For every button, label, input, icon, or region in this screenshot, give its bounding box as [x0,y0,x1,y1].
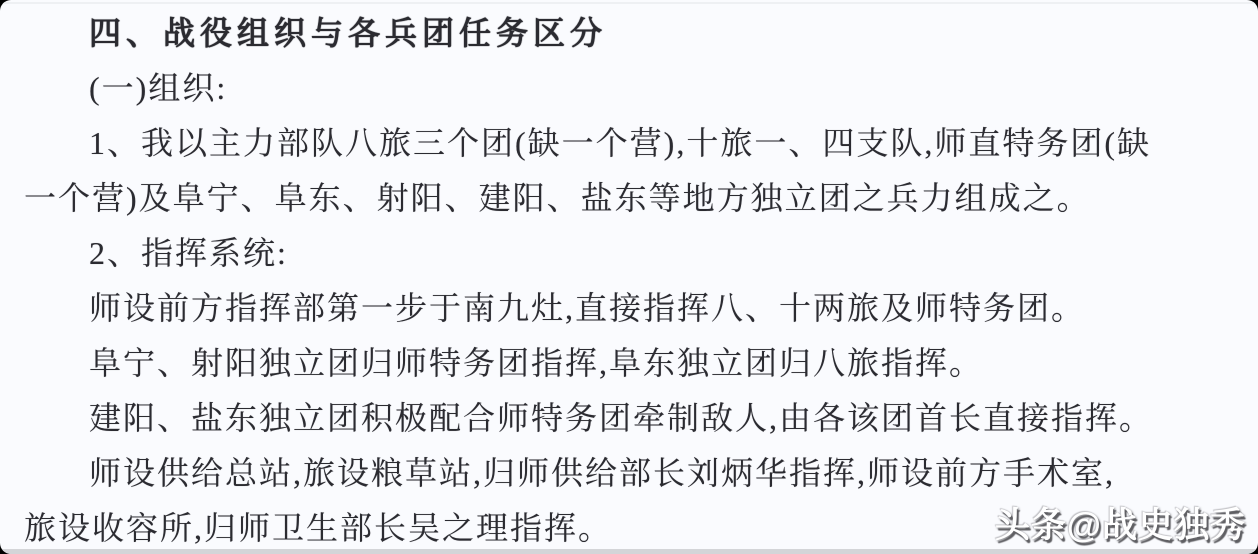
document-text-line: 一个营)及阜宁、阜东、射阳、建阳、盐东等地方独立团之兵力组成之。 [24,180,1091,216]
document-text-line: 1、我以主力部队八旅三个团(缺一个营),十旅一、四支队,师直特务团(缺 [89,125,1151,161]
document-title-line: 四、战役组织与各兵团任务区分 [89,15,608,51]
watermark: 头条@战史独秀 [994,506,1246,545]
document-text-line: 旅设收容所,归师卫生部长吴之理指挥。 [24,510,613,546]
document-text-line: 师设前方指挥部第一步于南九灶,直接指挥八、十两旅及师特务团。 [89,290,1086,326]
document-text-line: 2、指挥系统: [89,235,288,271]
document-text-line: 师设供给总站,旅设粮草站,归师供给部长刘炳华指挥,师设前方手术室, [89,455,1116,491]
document-text-line: 建阳、盐东独立团积极配合师特务团牵制敌人,由各该团首长直接指挥。 [89,400,1154,436]
document-text-line: (一)组织: [89,70,228,106]
document-text-block [24,6,1240,554]
scan-bottom-edge [0,549,1258,554]
document-text-line: 阜宁、射阳独立团归师特务团指挥,阜东独立团归八旅指挥。 [89,345,984,381]
